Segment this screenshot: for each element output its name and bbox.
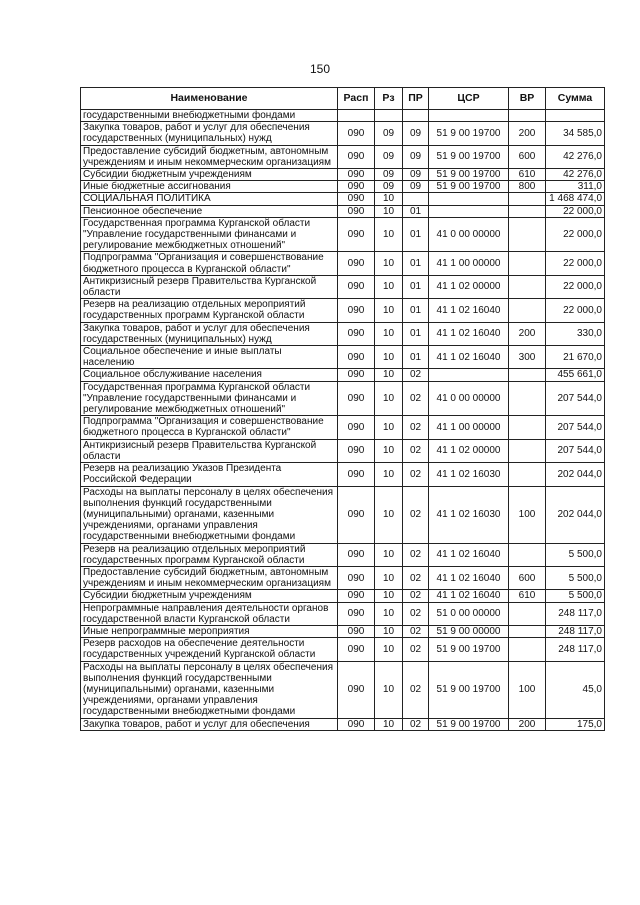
cell-vr xyxy=(509,275,546,298)
table-header-row xyxy=(81,88,605,110)
cell-vr: 300 xyxy=(509,346,546,369)
cell-sum: 207 544,0 xyxy=(546,439,605,462)
cell-sum: 207 544,0 xyxy=(546,416,605,439)
cell-name: Расходы на выплаты персоналу в целях обеспечения выполнения функций государственными (муниципальными) органами, казенными учреждениями, органами управления государственными внебюджетными фондами xyxy=(81,486,338,543)
cell-rasp: 090 xyxy=(338,181,375,193)
cell-csr: 41 1 00 00000 xyxy=(429,252,509,275)
cell-csr: 51 9 00 19700 xyxy=(429,181,509,193)
cell-csr: 41 1 02 16030 xyxy=(429,486,509,543)
cell-name: Подпрограмма "Организация и совершенствование бюджетного процесса в Курганской области" xyxy=(81,416,338,439)
cell-rasp: 090 xyxy=(338,638,375,661)
cell-vr xyxy=(509,299,546,322)
cell-rz: 10 xyxy=(375,252,403,275)
cell-csr: 41 1 00 00000 xyxy=(429,416,509,439)
cell-name: Государственная программа Курганской области "Управление государственными финансами и регулирование межбюджетных отношений" xyxy=(81,381,338,416)
cell-name: Закупка товаров, работ и услуг для обеспечения государственных (муниципальных) нужд xyxy=(81,122,338,145)
cell-csr: 41 1 02 16040 xyxy=(429,590,509,602)
cell-csr: 51 9 00 19700 xyxy=(429,661,509,718)
budget-table xyxy=(80,87,605,731)
cell-csr: 51 9 00 19700 xyxy=(429,718,509,730)
cell-rasp: 090 xyxy=(338,145,375,168)
table-row xyxy=(81,661,605,718)
cell-rz: 10 xyxy=(375,638,403,661)
cell-vr xyxy=(509,381,546,416)
cell-pr: 02 xyxy=(403,486,429,543)
cell-vr xyxy=(509,369,546,381)
cell-csr xyxy=(429,193,509,205)
table-row xyxy=(81,322,605,345)
cell-name: Резерв на реализацию Указов Президента Российской Федерации xyxy=(81,463,338,486)
header-name: Наименование xyxy=(81,88,338,110)
cell-csr: 51 0 00 00000 xyxy=(429,602,509,625)
cell-vr: 200 xyxy=(509,122,546,145)
cell-rasp: 090 xyxy=(338,439,375,462)
cell-rasp: 090 xyxy=(338,169,375,181)
cell-csr: 51 9 00 00000 xyxy=(429,625,509,637)
cell-vr xyxy=(509,416,546,439)
cell-pr: 09 xyxy=(403,169,429,181)
cell-csr: 51 9 00 19700 xyxy=(429,145,509,168)
cell-name: Антикризисный резерв Правительства Курганской области xyxy=(81,439,338,462)
header-rasp: Расп xyxy=(338,88,375,110)
cell-rz: 10 xyxy=(375,463,403,486)
cell-name: Непрограммные направления деятельности органов государственной власти Курганской области xyxy=(81,602,338,625)
cell-vr: 200 xyxy=(509,322,546,345)
cell-rasp: 090 xyxy=(338,381,375,416)
table-row xyxy=(81,181,605,193)
cell-rasp: 090 xyxy=(338,205,375,217)
cell-vr xyxy=(509,602,546,625)
cell-name: Предоставление субсидий бюджетным, автономным учреждениям и иным некоммерческим организациям xyxy=(81,145,338,168)
cell-csr: 41 1 02 16040 xyxy=(429,566,509,589)
cell-sum: 207 544,0 xyxy=(546,381,605,416)
table-row xyxy=(81,463,605,486)
cell-vr: 600 xyxy=(509,566,546,589)
cell-rz: 10 xyxy=(375,275,403,298)
cell-csr: 51 9 00 19700 xyxy=(429,122,509,145)
cell-rasp: 090 xyxy=(338,463,375,486)
header-pr: ПР xyxy=(403,88,429,110)
cell-sum: 42 276,0 xyxy=(546,169,605,181)
cell-csr: 41 1 02 00000 xyxy=(429,439,509,462)
cell-pr: 02 xyxy=(403,590,429,602)
cell-rz: 10 xyxy=(375,205,403,217)
cell-name: Антикризисный резерв Правительства Курганской области xyxy=(81,275,338,298)
table-row xyxy=(81,543,605,566)
cell-rz: 09 xyxy=(375,145,403,168)
cell-rasp: 090 xyxy=(338,566,375,589)
cell-vr xyxy=(509,217,546,252)
cell-pr: 02 xyxy=(403,661,429,718)
cell-pr xyxy=(403,110,429,122)
cell-sum: 455 661,0 xyxy=(546,369,605,381)
header-vr: ВР xyxy=(509,88,546,110)
cell-vr: 610 xyxy=(509,169,546,181)
cell-pr: 02 xyxy=(403,602,429,625)
cell-rasp: 090 xyxy=(338,486,375,543)
cell-pr: 01 xyxy=(403,299,429,322)
cell-vr xyxy=(509,638,546,661)
cell-pr: 01 xyxy=(403,205,429,217)
cell-pr: 01 xyxy=(403,275,429,298)
cell-rz: 10 xyxy=(375,486,403,543)
cell-pr: 02 xyxy=(403,439,429,462)
cell-sum: 248 117,0 xyxy=(546,638,605,661)
cell-rasp: 090 xyxy=(338,322,375,345)
table-row xyxy=(81,193,605,205)
table-row xyxy=(81,122,605,145)
cell-vr xyxy=(509,252,546,275)
cell-rz: 10 xyxy=(375,381,403,416)
cell-csr: 41 1 02 16040 xyxy=(429,322,509,345)
cell-sum: 202 044,0 xyxy=(546,486,605,543)
cell-pr xyxy=(403,193,429,205)
cell-rz: 10 xyxy=(375,661,403,718)
cell-vr xyxy=(509,205,546,217)
cell-csr xyxy=(429,205,509,217)
cell-name: Социальное обеспечение и иные выплаты населению xyxy=(81,346,338,369)
cell-sum: 22 000,0 xyxy=(546,252,605,275)
cell-vr: 100 xyxy=(509,486,546,543)
cell-csr: 41 1 02 16040 xyxy=(429,299,509,322)
cell-pr: 01 xyxy=(403,217,429,252)
cell-sum: 42 276,0 xyxy=(546,145,605,168)
cell-csr: 41 1 02 00000 xyxy=(429,275,509,298)
cell-sum: 311,0 xyxy=(546,181,605,193)
cell-sum xyxy=(546,110,605,122)
cell-name: Резерв на реализацию отдельных мероприятий государственных программ Курганской области xyxy=(81,543,338,566)
cell-rz: 10 xyxy=(375,718,403,730)
cell-rasp: 090 xyxy=(338,217,375,252)
cell-name: СОЦИАЛЬНАЯ ПОЛИТИКА xyxy=(81,193,338,205)
table-row xyxy=(81,346,605,369)
page-number: 150 xyxy=(309,62,331,76)
cell-sum: 202 044,0 xyxy=(546,463,605,486)
cell-rasp: 090 xyxy=(338,416,375,439)
cell-pr: 09 xyxy=(403,145,429,168)
table-row xyxy=(81,369,605,381)
table-row xyxy=(81,169,605,181)
table-row xyxy=(81,439,605,462)
cell-pr: 09 xyxy=(403,181,429,193)
cell-sum: 330,0 xyxy=(546,322,605,345)
cell-rz: 10 xyxy=(375,602,403,625)
cell-rasp: 090 xyxy=(338,602,375,625)
cell-vr: 100 xyxy=(509,661,546,718)
cell-vr xyxy=(509,193,546,205)
table-row xyxy=(81,217,605,252)
cell-sum: 34 585,0 xyxy=(546,122,605,145)
cell-name: Иные непрограммные мероприятия xyxy=(81,625,338,637)
cell-rz: 10 xyxy=(375,299,403,322)
cell-sum: 21 670,0 xyxy=(546,346,605,369)
cell-rasp: 090 xyxy=(338,193,375,205)
cell-name: Резерв расходов на обеспечение деятельности государственных учреждений Курганской области xyxy=(81,638,338,661)
cell-rasp: 090 xyxy=(338,275,375,298)
cell-rz: 10 xyxy=(375,369,403,381)
header-csr: ЦСР xyxy=(429,88,509,110)
table-row xyxy=(81,638,605,661)
cell-vr xyxy=(509,110,546,122)
cell-sum: 22 000,0 xyxy=(546,217,605,252)
cell-name: Расходы на выплаты персоналу в целях обеспечения выполнения функций государственными (муниципальными) органами, казенными учреждениями, органами управления государственными внебюджетными фондами xyxy=(81,661,338,718)
cell-sum: 5 500,0 xyxy=(546,543,605,566)
cell-rz: 10 xyxy=(375,416,403,439)
cell-name: Пенсионное обеспечение xyxy=(81,205,338,217)
header-sum: Сумма xyxy=(546,88,605,110)
cell-rz xyxy=(375,110,403,122)
cell-rz: 10 xyxy=(375,543,403,566)
cell-sum: 248 117,0 xyxy=(546,625,605,637)
cell-sum: 45,0 xyxy=(546,661,605,718)
cell-rz: 10 xyxy=(375,439,403,462)
cell-csr: 51 9 00 19700 xyxy=(429,638,509,661)
cell-pr: 02 xyxy=(403,566,429,589)
table-row xyxy=(81,110,605,122)
cell-vr: 800 xyxy=(509,181,546,193)
cell-name: Субсидии бюджетным учреждениям xyxy=(81,590,338,602)
cell-pr: 02 xyxy=(403,381,429,416)
cell-name: Закупка товаров, работ и услуг для обеспечения xyxy=(81,718,338,730)
cell-pr: 02 xyxy=(403,463,429,486)
table-row xyxy=(81,205,605,217)
table-row xyxy=(81,566,605,589)
cell-rasp: 090 xyxy=(338,369,375,381)
cell-pr: 01 xyxy=(403,322,429,345)
cell-rz: 10 xyxy=(375,346,403,369)
cell-rz: 10 xyxy=(375,322,403,345)
cell-sum: 22 000,0 xyxy=(546,299,605,322)
table-row xyxy=(81,416,605,439)
table-row xyxy=(81,718,605,730)
cell-pr: 09 xyxy=(403,122,429,145)
cell-csr: 41 1 02 16040 xyxy=(429,543,509,566)
cell-rz: 10 xyxy=(375,590,403,602)
cell-csr xyxy=(429,369,509,381)
table-row xyxy=(81,486,605,543)
table-row xyxy=(81,252,605,275)
cell-name: Резерв на реализацию отдельных мероприятий государственных программ Курганской области xyxy=(81,299,338,322)
cell-rz: 09 xyxy=(375,181,403,193)
table-row xyxy=(81,590,605,602)
cell-csr: 41 0 00 00000 xyxy=(429,217,509,252)
cell-rasp: 090 xyxy=(338,661,375,718)
cell-pr: 01 xyxy=(403,252,429,275)
cell-sum: 248 117,0 xyxy=(546,602,605,625)
cell-pr: 02 xyxy=(403,369,429,381)
cell-rasp: 090 xyxy=(338,122,375,145)
cell-rz: 09 xyxy=(375,122,403,145)
cell-name: Субсидии бюджетным учреждениям xyxy=(81,169,338,181)
cell-rz: 10 xyxy=(375,566,403,589)
table-row xyxy=(81,299,605,322)
cell-name: Социальное обслуживание населения xyxy=(81,369,338,381)
cell-name: Иные бюджетные ассигнования xyxy=(81,181,338,193)
cell-csr xyxy=(429,110,509,122)
cell-csr: 41 0 00 00000 xyxy=(429,381,509,416)
cell-name: Предоставление субсидий бюджетным, автономным учреждениям и иным некоммерческим организациям xyxy=(81,566,338,589)
cell-vr: 600 xyxy=(509,145,546,168)
cell-pr: 02 xyxy=(403,638,429,661)
table-row xyxy=(81,602,605,625)
cell-rasp: 090 xyxy=(338,543,375,566)
cell-vr: 610 xyxy=(509,590,546,602)
cell-name: Закупка товаров, работ и услуг для обеспечения государственных (муниципальных) нужд xyxy=(81,322,338,345)
cell-rasp: 090 xyxy=(338,718,375,730)
cell-rasp: 090 xyxy=(338,590,375,602)
table-row xyxy=(81,275,605,298)
cell-rasp: 090 xyxy=(338,346,375,369)
table-row xyxy=(81,381,605,416)
cell-csr: 41 1 02 16040 xyxy=(429,346,509,369)
cell-pr: 02 xyxy=(403,625,429,637)
cell-rz: 09 xyxy=(375,169,403,181)
cell-sum: 5 500,0 xyxy=(546,590,605,602)
cell-vr xyxy=(509,625,546,637)
cell-rz: 10 xyxy=(375,193,403,205)
cell-name: Подпрограмма "Организация и совершенствование бюджетного процесса в Курганской области" xyxy=(81,252,338,275)
cell-vr: 200 xyxy=(509,718,546,730)
cell-pr: 02 xyxy=(403,416,429,439)
cell-name: Государственная программа Курганской области "Управление государственными финансами и регулирование межбюджетных отношений" xyxy=(81,217,338,252)
cell-sum: 22 000,0 xyxy=(546,205,605,217)
cell-sum: 175,0 xyxy=(546,718,605,730)
cell-vr xyxy=(509,543,546,566)
table-row xyxy=(81,625,605,637)
cell-sum: 1 468 474,0 xyxy=(546,193,605,205)
cell-rasp: 090 xyxy=(338,252,375,275)
cell-name: государственными внебюджетными фондами xyxy=(81,110,338,122)
cell-pr: 02 xyxy=(403,543,429,566)
table-row xyxy=(81,145,605,168)
cell-rz: 10 xyxy=(375,625,403,637)
cell-csr: 51 9 00 19700 xyxy=(429,169,509,181)
cell-vr xyxy=(509,463,546,486)
header-rz: Рз xyxy=(375,88,403,110)
cell-rz: 10 xyxy=(375,217,403,252)
cell-pr: 01 xyxy=(403,346,429,369)
cell-vr xyxy=(509,439,546,462)
cell-sum: 22 000,0 xyxy=(546,275,605,298)
cell-rasp: 090 xyxy=(338,625,375,637)
cell-rasp xyxy=(338,110,375,122)
cell-rasp: 090 xyxy=(338,299,375,322)
cell-sum: 5 500,0 xyxy=(546,566,605,589)
cell-csr: 41 1 02 16030 xyxy=(429,463,509,486)
cell-pr: 02 xyxy=(403,718,429,730)
